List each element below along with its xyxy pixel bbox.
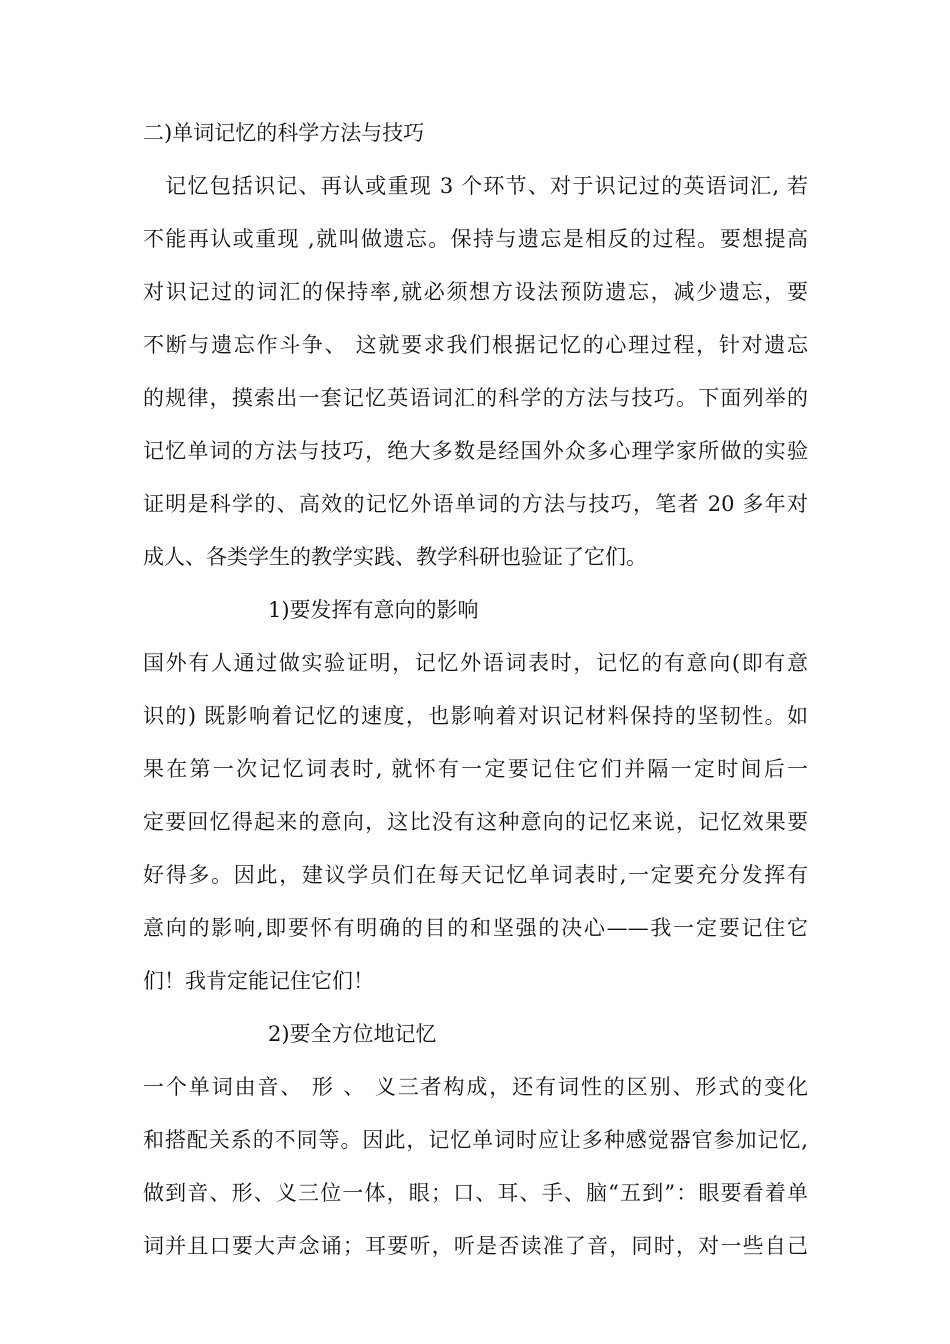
paragraph-line: 果在第一次记忆词表时, 就怀有一定要记住它们并隔一定时间后一	[143, 757, 808, 781]
paragraph-line: 记忆包括识记、再认或重现 3 个环节、对于识记过的英语词汇, 若	[143, 174, 808, 198]
paragraph-line: 成人、各类学生的教学实践、教学科研也验证了它们。	[143, 545, 647, 569]
paragraph-line: 做到音、形、义三位一体，眼；口、耳、手、脑“五到”：眼要看着单	[143, 1181, 808, 1205]
paragraph-line: 们！我肯定能记住它们！	[143, 969, 374, 993]
paragraph-line: 一个单词由音、 形 、 义三者构成，还有词性的区别、形式的变化	[143, 1075, 808, 1099]
section-title: 二)单词记忆的科学方法与技巧	[143, 121, 425, 145]
paragraph-line: 证明是科学的、高效的记忆外语单词的方法与技巧，笔者 20 多年对	[143, 492, 808, 516]
paragraph-line: 和搭配关系的不同等。因此，记忆单词时应让多种感觉器官参加记忆,	[143, 1128, 808, 1152]
paragraph-line: 不断与遗忘作斗争、 这就要求我们根据记忆的心理过程，针对遗忘	[143, 333, 808, 357]
paragraph-line: 不能再认或重现 ,就叫做遗忘。保持与遗忘是相反的过程。要想提高	[143, 227, 808, 251]
paragraph-line: 词并且口要大声念诵；耳要听，听是否读准了音，同时，对一些自己	[143, 1234, 808, 1258]
point2-heading: 2)要全方位地记忆	[268, 1022, 437, 1046]
point1-heading: 1)要发挥有意向的影响	[268, 598, 479, 622]
paragraph-line: 意向的影响,即要怀有明确的目的和坚强的决心——我一定要记住它	[143, 916, 808, 940]
paragraph-line: 定要回忆得起来的意向，这比没有这种意向的记忆来说，记忆效果要	[143, 810, 808, 834]
paragraph-line: 识的) 既影响着记忆的速度，也影响着对识记材料保持的坚韧性。如	[143, 704, 808, 728]
paragraph-line: 国外有人通过做实验证明，记忆外语词表时，记忆的有意向(即有意	[143, 651, 808, 675]
paragraph-line: 的规律，摸索出一套记忆英语词汇的科学的方法与技巧。下面列举的	[143, 386, 808, 410]
paragraph-line: 对识记过的词汇的保持率,就必须想方设法预防遗忘，减少遗忘，要	[143, 280, 808, 304]
paragraph-line: 记忆单词的方法与技巧，绝大多数是经国外众多心理学家所做的实验	[143, 439, 808, 463]
paragraph-line: 好得多。因此，建议学员们在每天记忆单词表时,一定要充分发挥有	[143, 863, 808, 887]
